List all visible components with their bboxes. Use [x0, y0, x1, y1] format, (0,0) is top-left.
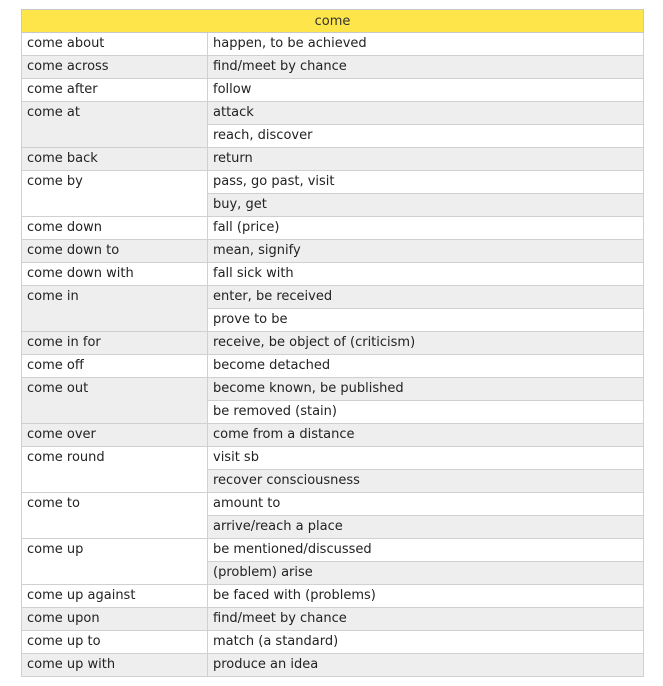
phrasal-verb-cell: come across — [22, 56, 208, 79]
meaning-cell: mean, signify — [208, 240, 644, 263]
phrasal-verb-cell: come at — [22, 102, 208, 148]
meaning-cell: visit sb — [208, 447, 644, 470]
meaning-cell: become known, be published — [208, 378, 644, 401]
meaning-cell: find/meet by chance — [208, 56, 644, 79]
phrasal-verb-cell: come after — [22, 79, 208, 102]
phrasal-verb-cell: come to — [22, 493, 208, 539]
meaning-cell: prove to be — [208, 309, 644, 332]
phrasal-verb-cell: come in — [22, 286, 208, 332]
table-row — [22, 79, 644, 102]
table-row — [22, 332, 644, 355]
phrasal-verb-cell: come off — [22, 355, 208, 378]
phrasal-verb-cell: come down — [22, 217, 208, 240]
phrasal-verb-cell: come about — [22, 33, 208, 56]
meaning-cell: become detached — [208, 355, 644, 378]
phrasal-verb-cell: come in for — [22, 332, 208, 355]
phrasal-verb-cell: come upon — [22, 608, 208, 631]
table-row — [22, 378, 644, 401]
table-row — [22, 217, 644, 240]
phrasal-verb-cell: come up with — [22, 654, 208, 677]
meaning-cell: fall (price) — [208, 217, 644, 240]
table-row — [22, 493, 644, 516]
table-row — [22, 102, 644, 125]
phrasal-verb-cell: come over — [22, 424, 208, 447]
table-row — [22, 424, 644, 447]
meaning-cell: receive, be object of (criticism) — [208, 332, 644, 355]
phrasal-verb-cell: come back — [22, 148, 208, 171]
phrasal-verb-cell: come down with — [22, 263, 208, 286]
meaning-cell: attack — [208, 102, 644, 125]
phrasal-verb-table — [21, 9, 644, 677]
table-row — [22, 585, 644, 608]
table-row — [22, 608, 644, 631]
table-row — [22, 33, 644, 56]
meaning-cell: amount to — [208, 493, 644, 516]
table-row — [22, 148, 644, 171]
table-row — [22, 447, 644, 470]
table-row — [22, 355, 644, 378]
phrasal-verb-cell: come up — [22, 539, 208, 585]
meaning-cell: produce an idea — [208, 654, 644, 677]
meaning-cell: enter, be received — [208, 286, 644, 309]
meaning-cell: buy, get — [208, 194, 644, 217]
meaning-cell: arrive/reach a place — [208, 516, 644, 539]
table-row — [22, 171, 644, 194]
meaning-cell: reach, discover — [208, 125, 644, 148]
table-row — [22, 654, 644, 677]
meaning-cell: recover consciousness — [208, 470, 644, 493]
phrasal-verb-cell: come down to — [22, 240, 208, 263]
table-row — [22, 539, 644, 562]
meaning-cell: match (a standard) — [208, 631, 644, 654]
table-row — [22, 240, 644, 263]
meaning-cell: come from a distance — [208, 424, 644, 447]
phrasal-verb-cell: come out — [22, 378, 208, 424]
phrasal-verb-cell: come round — [22, 447, 208, 493]
meaning-cell: return — [208, 148, 644, 171]
meaning-cell: follow — [208, 79, 644, 102]
meaning-cell: find/meet by chance — [208, 608, 644, 631]
meaning-cell: happen, to be achieved — [208, 33, 644, 56]
meaning-cell: be faced with (problems) — [208, 585, 644, 608]
phrasal-verb-cell: come by — [22, 171, 208, 217]
meaning-cell: (problem) arise — [208, 562, 644, 585]
table-row — [22, 286, 644, 309]
meaning-cell: be mentioned/discussed — [208, 539, 644, 562]
table-header: come — [22, 10, 644, 33]
phrasal-verb-cell: come up against — [22, 585, 208, 608]
phrasal-verb-cell: come up to — [22, 631, 208, 654]
table-row — [22, 631, 644, 654]
table-row — [22, 56, 644, 79]
table-row — [22, 263, 644, 286]
phrasal-verb-table-container — [21, 9, 643, 677]
table-body — [22, 33, 644, 677]
meaning-cell: fall sick with — [208, 263, 644, 286]
table-header-row — [22, 10, 644, 33]
meaning-cell: pass, go past, visit — [208, 171, 644, 194]
meaning-cell: be removed (stain) — [208, 401, 644, 424]
